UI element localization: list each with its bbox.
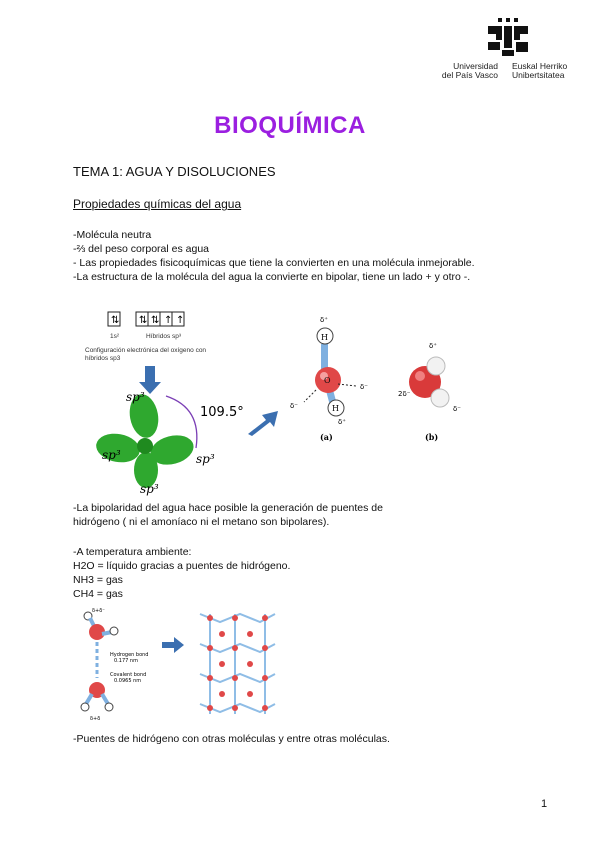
sp3-label-left: sp³ [102, 448, 121, 462]
university-name-eu-line1: Euskal Herriko [512, 61, 568, 71]
config-caption-line2: híbridos sp3 [85, 355, 121, 362]
svg-text:↑: ↑ [164, 315, 173, 326]
right-arrow-icon [162, 637, 184, 653]
temperature-line-1: -A temperatura ambiente: [73, 546, 192, 558]
svg-text:⇅: ⇅ [111, 315, 120, 326]
orbital-hybrid-label: Híbridos sp³ [146, 333, 182, 340]
panel-a-label: (a) [320, 432, 333, 442]
temperature-line-3: NH3 = gas [73, 574, 123, 586]
svg-text:⇅: ⇅ [139, 315, 148, 326]
delta-minus-b: δ⁻ [453, 405, 461, 413]
delta-plus-bottom: δ⁺ [338, 418, 346, 426]
bond-angle-label: 109.5° [200, 405, 244, 420]
intro-line-2: -⅔ del peso corporal es agua [73, 243, 210, 255]
bipolar-line-1: -La bipolaridad del agua hace posible la generación de puentes de [73, 502, 383, 514]
temperature-line-4: CH4 = gas [73, 588, 123, 600]
sp3-label-bottom: sp³ [140, 482, 159, 496]
topic-heading: TEMA 1: AGUA Y DISOLUCIONES [73, 164, 276, 179]
document-title: BIOQUÍMICA [214, 112, 366, 139]
atom-h-top: H [321, 333, 328, 342]
sp3-label-right: sp³ [196, 452, 215, 466]
section-heading: Propiedades químicas del agua [73, 197, 242, 211]
university-name-es [440, 62, 498, 80]
two-delta-minus-b: 2δ⁻ [398, 390, 411, 398]
university-name-eu [512, 62, 567, 80]
page-number: 1 [541, 798, 548, 810]
label-bottom: δ+δ [90, 716, 101, 722]
sp3-label-top: sp³ [126, 390, 145, 404]
university-logo [486, 18, 530, 61]
label-top: δ+δ⁻ [92, 608, 105, 614]
config-caption-line1: Configuración electrónica del oxígeno con [85, 347, 207, 354]
water-molecule-b [409, 357, 449, 407]
sp3-orbital-lobes [94, 392, 197, 488]
university-name-eu-line2: Unibertsitatea [512, 70, 565, 80]
bipolar-line-2: hidrógeno ( ni el amoníaco ni el metano son bipolares). [73, 516, 330, 528]
right-arrow-icon [248, 411, 278, 436]
covalent-label-line2: 0.0965 nm [114, 678, 142, 684]
university-name-es-line1: Universidad [453, 61, 498, 71]
svg-text:⇅: ⇅ [151, 315, 160, 326]
delta-minus-right: δ⁻ [360, 383, 368, 391]
intro-line-3: - Las propiedades fisicoquímicas que tiene la convierten en una molécula inmejorable. [73, 257, 475, 269]
atom-h-bottom: H [332, 404, 339, 413]
svg-text:↑: ↑ [176, 315, 185, 326]
university-emblem-icon [486, 18, 530, 56]
atom-o: O [324, 376, 331, 385]
covalent-label-line1: Covalent bond [110, 672, 147, 678]
intro-line-4: -La estructura de la molécula del agua la convierte en bipolar, tiene un lado + y otro -. [73, 271, 471, 283]
hbond-label-line1: Hydrogen bond [110, 652, 149, 658]
water-molecule-a [304, 328, 356, 416]
delta-plus-top: δ⁺ [320, 316, 328, 324]
delta-plus-b-top: δ⁺ [429, 342, 437, 350]
orbital-1s-label: 1s² [110, 333, 120, 340]
hydrogen-bond-figure [70, 604, 290, 726]
delta-minus-left: δ⁻ [290, 402, 298, 410]
temperature-line-2: H2O = líquido gracias a puentes de hidrógeno. [73, 560, 291, 572]
ice-lattice [200, 614, 275, 714]
orbital-boxes [108, 312, 184, 326]
water-pair [81, 612, 118, 711]
hbond-label-line2: 0.177 nm [114, 658, 138, 664]
lattice-atoms [207, 615, 268, 711]
panel-b-label: (b) [425, 432, 439, 442]
bridges-line: -Puentes de hidrógeno con otras moléculas y entre otras moléculas. [73, 733, 390, 745]
intro-line-1: -Molécula neutra [73, 229, 152, 241]
water-structure-figure [80, 298, 500, 498]
university-name-es-line2: del País Vasco [441, 70, 498, 80]
